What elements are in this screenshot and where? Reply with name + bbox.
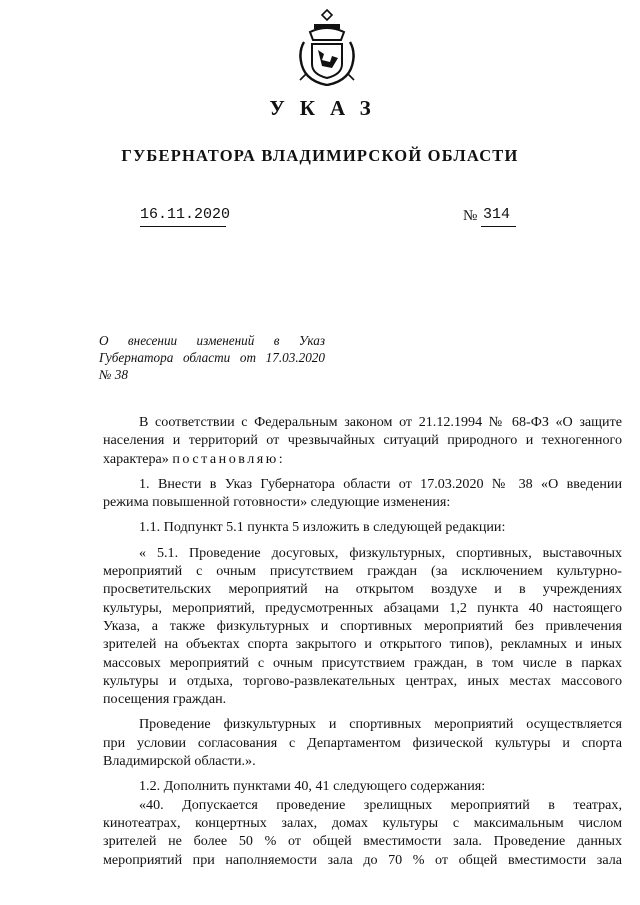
item-1 [103, 475, 622, 512]
text-line [103, 450, 622, 468]
text-line: мероприятий при наполняемости зала до 70 % от общей вместимости зала [103, 851, 622, 868]
quoted-subitem-5-1 [103, 544, 622, 709]
text-line: массовых мероприятий с очным присутствием граждан, в том числе в парках [103, 654, 622, 671]
sports-paragraph [103, 715, 622, 770]
subject-line: № 38 [99, 367, 128, 382]
text-line: Владимирской области.». [103, 753, 256, 770]
decree-number: 314 [481, 206, 516, 227]
decree-body [103, 413, 622, 869]
text-line: 1. Внести в Указ Губернатора области от 17.03.2020 № 38 «О введении [139, 475, 622, 492]
text-line: при условии согласования с Департаментом физической культуры и спорта [103, 734, 622, 751]
decree-number-label: № [463, 208, 478, 224]
text-line: зрителей на объектах спорта закрытого и открытого типов), рекламных и иных [103, 636, 622, 653]
subject-line: Губернатора области от 17.03.2020 [99, 350, 325, 365]
text-line: культуры, мероприятий, предусмотренных абзацами 1,2 пункта 40 настоящего [103, 599, 622, 616]
text-line: 1.1. Подпункт 5.1 пункта 5 изложить в следующей редакции: [139, 519, 506, 536]
text-line: зрителей не более 50 % от общей вместимости зала. Проведение данных [103, 833, 622, 850]
document-title: УКАЗ [269, 96, 386, 120]
issuer-title: ГУБЕРНАТОРА ВЛАДИМИРСКОЙ ОБЛАСТИ [121, 146, 519, 165]
text-line: Проведение физкультурных и спортивных мероприятий осуществляется [139, 716, 622, 733]
text-line: населения и территорий от чрезвычайных ситуаций природного и техногенного [103, 432, 622, 449]
text-line: режима повышенной готовности» следующие изменения: [103, 494, 451, 511]
text-line: кинотеатрах, концертных залах, домах культуры с максимальным числом [103, 814, 622, 831]
text-line: В соответствии с Федеральным законом от 21.12.1994 № 68-ФЗ «О защите [139, 414, 622, 430]
text-line: мероприятий с очным присутствием граждан (за исключением культурно- [103, 563, 622, 580]
decree-subject [99, 332, 325, 383]
decree-word: постановляю: [172, 450, 286, 467]
item-1-1 [103, 518, 622, 536]
text-line: 1.2. Дополнить пунктами 40, 41 следующего содержания: [139, 778, 486, 795]
coat-of-arms-icon [296, 8, 358, 86]
subject-line: О внесении изменений в Указ [99, 333, 325, 348]
point-40 [103, 796, 622, 869]
text-line: «40. Допускается проведение зрелищных мероприятий в театрах, [139, 796, 622, 813]
preamble-paragraph [103, 413, 622, 468]
text-line: « 5.1. Проведение досуговых, физкультурных, спортивных, выставочных [139, 544, 622, 561]
text-line: Указа, а также физкультурных и спортивных мероприятий без привлечения [103, 617, 622, 634]
decree-date: 16.11.2020 [140, 206, 226, 227]
preamble-end: характера» [103, 450, 169, 467]
text-line: посещения граждан. [103, 691, 227, 708]
text-line: просветительских мероприятий на открытом воздухе и в учреждениях [103, 581, 622, 598]
text-line: культуры и отдыха, торгово-развлекательных центрах, иных местах массового [103, 672, 622, 689]
item-1-2 [103, 777, 622, 795]
